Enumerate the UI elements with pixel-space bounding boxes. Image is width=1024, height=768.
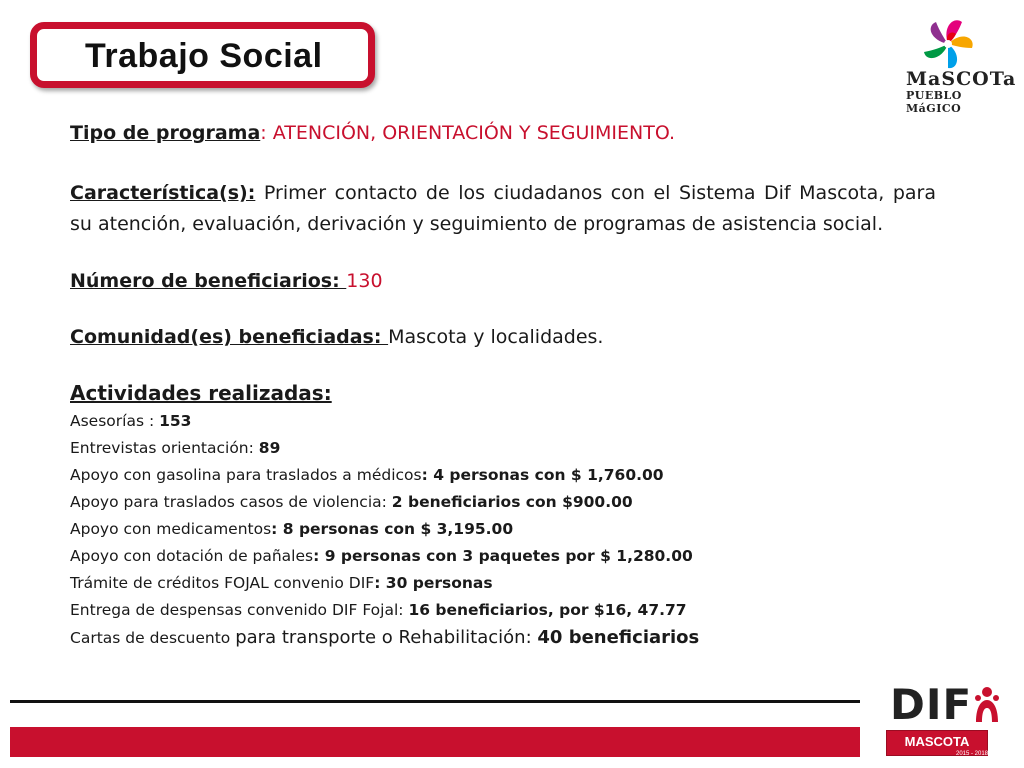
flower-logo-icon	[888, 14, 1010, 74]
tipo-programa-value: ATENCIÓN, ORIENTACIÓN Y SEGUIMIENTO.	[272, 122, 676, 144]
item-value: : 9 personas con 3 paquetes por $ 1,280.00	[313, 547, 693, 565]
item-value: 153	[159, 412, 192, 430]
comunidades-label: Comunidad(es) beneficiadas:	[70, 326, 389, 348]
dif-logo	[886, 680, 1006, 760]
item-text: Asesorías :	[70, 412, 160, 430]
caracteristicas-label: Característica(s):	[70, 182, 256, 204]
content	[70, 118, 936, 652]
item-value: : 8 personas con $ 3,195.00	[271, 520, 514, 538]
beneficiarios-label: Número de beneficiarios:	[70, 270, 347, 292]
caracteristicas-text: Primer contacto de los ciudadanos con el Sistema Dif Mascota, para su atención, evaluación, derivación y seguimiento de programas de asistencia social.	[70, 182, 936, 235]
logo-name: MaSCOTa	[906, 68, 1017, 90]
item-text: Apoyo con dotación de pañales	[70, 547, 314, 565]
actividades-title: Actividades realizadas:	[70, 381, 332, 405]
caracteristicas	[70, 178, 936, 240]
item-value: : 4 personas con $ 1,760.00	[421, 466, 664, 484]
list-item	[70, 543, 936, 570]
list-item-last	[70, 624, 936, 652]
bottom-bar	[10, 727, 860, 757]
item-value: 2 beneficiarios con $900.00	[391, 493, 633, 511]
beneficiarios	[70, 266, 936, 296]
list-item	[70, 570, 936, 597]
item-text-small: Cartas de descuento	[70, 629, 236, 647]
tipo-programa-label: Tipo de programa	[70, 122, 261, 144]
list-item	[70, 597, 936, 624]
list-item	[70, 408, 936, 435]
item-text: Apoyo para traslados casos de violencia:	[70, 493, 392, 511]
item-text: Entrega de despensas convenido DIF Fojal:	[70, 601, 409, 619]
title-box	[30, 22, 375, 88]
tipo-programa-sep: :	[260, 122, 273, 144]
item-text-large: para transporte o Rehabilitación:	[235, 627, 538, 648]
dif-wordmark: DIF	[890, 680, 973, 729]
mascota-logo	[888, 14, 1017, 115]
family-icon	[972, 684, 1002, 724]
item-text: Entrevistas orientación:	[70, 439, 259, 457]
logo-subtitle: PUEBLO MáGICO	[906, 89, 962, 115]
mascota-badge: MASCOTA	[886, 730, 988, 756]
actividades-list	[70, 408, 936, 652]
item-text: Trámite de créditos FOJAL convenio DIF	[70, 574, 375, 592]
list-item	[70, 516, 936, 543]
comunidades-value: Mascota y localidades.	[388, 326, 604, 348]
list-item	[70, 489, 936, 516]
comunidades	[70, 322, 936, 352]
item-value: : 30 personas	[374, 574, 493, 592]
bottom-divider	[10, 700, 860, 703]
page-title: Trabajo Social	[85, 37, 323, 75]
years-label: 2015 - 2018	[956, 751, 989, 757]
list-item	[70, 462, 936, 489]
item-value: 40 beneficiarios	[537, 627, 700, 648]
tipo-programa	[70, 118, 936, 148]
beneficiarios-value: 130	[346, 270, 383, 292]
item-text: Apoyo con medicamentos	[70, 520, 272, 538]
item-text: Apoyo con gasolina para traslados a médicos	[70, 466, 422, 484]
item-value: 16 beneficiarios, por $16, 47.77	[408, 601, 687, 619]
list-item	[70, 435, 936, 462]
item-value: 89	[258, 439, 281, 457]
